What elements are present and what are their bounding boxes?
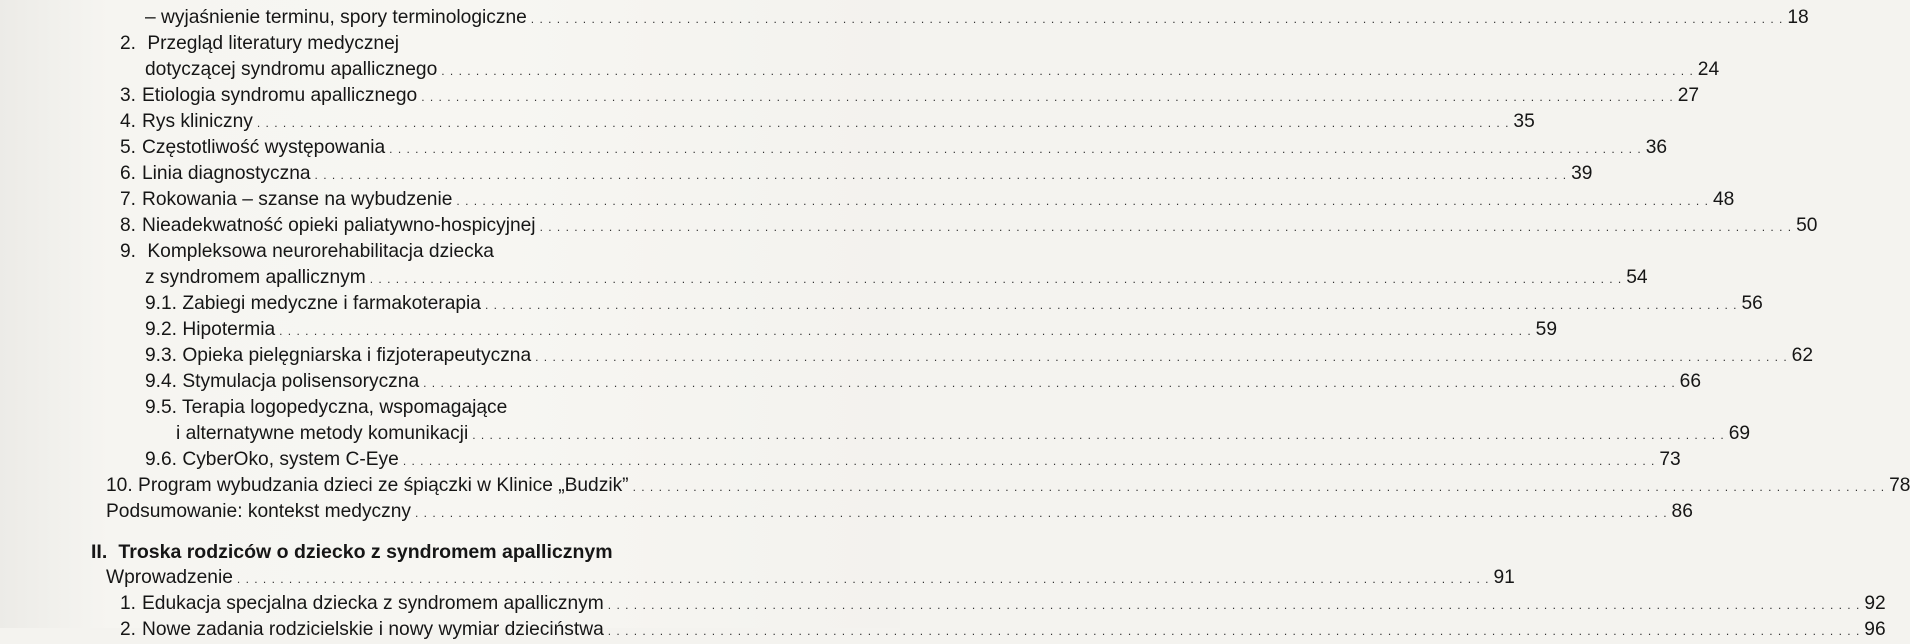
toc-entry	[120, 135, 1668, 162]
toc-entry-label: Linia diagnostyczna	[142, 163, 311, 184]
toc-entry-number: 2.	[120, 33, 137, 54]
toc-entry-label: Nieadekwatność opieki paliatywno-hospicyjnej	[142, 215, 536, 236]
toc-entry	[145, 57, 1720, 84]
toc-entry-label: Edukacja specjalna dziecka z syndromem apallicznym	[142, 593, 604, 614]
toc-subentry	[145, 447, 1681, 474]
toc-entry	[120, 617, 1886, 644]
toc-entry-page: 62	[1791, 345, 1814, 366]
toc-entry-label: Częstotliwość występowania	[142, 137, 386, 158]
toc-entry	[106, 473, 1910, 500]
toc-entry-page: 39	[1571, 163, 1593, 184]
toc-entry-number: 2.	[120, 619, 137, 640]
toc-entry-number: 9.6.	[145, 449, 178, 470]
dot-leader	[389, 136, 1642, 162]
toc-entry-page: 66	[1679, 371, 1701, 392]
toc-entry-page: 48	[1712, 189, 1735, 210]
toc-entry-page: 69	[1728, 423, 1751, 444]
toc-entry	[120, 591, 1886, 618]
toc-subentry	[145, 291, 1763, 318]
chapter-title: Troska rodziców o dziecko z syndromem apallicznym	[118, 541, 613, 563]
toc-entry-label: i alternatywne metody komunikacji	[176, 423, 469, 444]
toc-entry-label: CyberOko, system C-Eye	[182, 449, 399, 470]
toc-entry-page: 59	[1535, 319, 1558, 340]
toc-entry	[120, 83, 1700, 110]
dot-leader	[423, 370, 1676, 396]
dot-leader	[370, 266, 1623, 292]
toc-entry-label: Kompleksowa neurorehabilitacja dziecka	[147, 241, 494, 262]
toc-subentry-line	[145, 395, 507, 421]
toc-entry-label: Podsumowanie: kontekst medyczny	[106, 501, 412, 522]
toc-entry	[120, 109, 1535, 136]
toc-entry-page: 73	[1659, 449, 1681, 470]
toc-entry-page: 36	[1645, 137, 1668, 158]
toc-entry-page: 91	[1493, 567, 1515, 588]
toc-entry	[120, 187, 1735, 214]
dot-leader	[608, 618, 1861, 644]
toc-entry	[145, 5, 1809, 32]
toc-entry-page: 86	[1671, 501, 1693, 522]
toc-entry-label: Etiologia syndromu apallicznego	[142, 85, 418, 106]
toc-entry-line	[120, 31, 399, 57]
dot-leader	[485, 292, 1738, 318]
chapter-number: II.	[91, 541, 108, 563]
dot-leader	[633, 474, 1886, 500]
toc-entry-page: 78	[1889, 475, 1910, 496]
toc-entry-label: Opieka pielęgniarska i fizjoterapeutyczna	[182, 345, 532, 366]
dot-leader	[535, 344, 1788, 370]
toc-entry-page: 24	[1697, 59, 1720, 80]
toc-entry-label: Stymulacja polisensoryczna	[182, 371, 420, 392]
toc-entry-number: 9.	[120, 241, 137, 262]
toc-entry-number: 9.4.	[145, 371, 178, 392]
toc-subentry	[145, 317, 1558, 344]
toc-entry-number: 7.	[120, 189, 137, 210]
dot-leader	[531, 6, 1784, 32]
toc-entry-label: – wyjaśnienie terminu, spory terminologiczne	[145, 7, 527, 28]
dot-leader	[421, 84, 1674, 110]
toc-entry-label: Zabiegi medyczne i farmakoterapia	[182, 293, 481, 314]
toc-entry	[145, 265, 1648, 292]
toc-entry-page: 27	[1677, 85, 1700, 106]
toc-entry-page: 56	[1741, 293, 1763, 314]
toc-entry	[106, 499, 1693, 526]
toc-entry-number: 8.	[120, 215, 137, 236]
toc-entry-label: Rokowania – szanse na wybudzenie	[142, 189, 453, 210]
dot-leader	[608, 592, 1861, 618]
toc-entry	[106, 565, 1515, 592]
dot-leader	[237, 566, 1490, 592]
toc-entry-page: 54	[1626, 267, 1648, 288]
dot-leader	[279, 318, 1532, 344]
dot-leader	[456, 188, 1709, 214]
toc-subentry	[145, 369, 1701, 396]
toc-entry-label: Wprowadzenie	[106, 567, 233, 588]
toc-entry-number: 9.3.	[145, 345, 178, 366]
dot-leader	[315, 162, 1568, 188]
toc-entry-label: Terapia logopedyczna, wspomagające	[182, 397, 508, 418]
toc-entry-page: 35	[1513, 111, 1535, 132]
toc-entry-label: Hipotermia	[182, 319, 276, 340]
toc-subentry	[176, 421, 1751, 448]
toc-entry-label: Przegląd literatury medycznej	[147, 33, 400, 54]
chapter-heading	[91, 539, 613, 565]
dot-leader	[257, 110, 1510, 136]
dot-leader	[540, 214, 1793, 240]
toc-entry-label: z syndromem apallicznym	[145, 267, 366, 288]
dot-leader	[403, 448, 1656, 474]
dot-leader	[472, 422, 1725, 448]
toc-entry-number: 3.	[120, 85, 137, 106]
toc-subentry	[145, 343, 1814, 370]
toc-entry-number: 9.5.	[145, 397, 178, 418]
toc-entry-number: 10.	[106, 475, 133, 496]
toc-entry-number: 4.	[120, 111, 137, 132]
toc-entry-number: 6.	[120, 163, 137, 184]
toc-entry-label: Program wybudzania dzieci ze śpiączki w Klinice „Budzik”	[138, 475, 629, 496]
toc-entry	[120, 161, 1593, 188]
toc-entry-page: 50	[1796, 215, 1818, 236]
toc-entry-line	[120, 239, 494, 265]
toc-entry-label: Rys kliniczny	[142, 111, 253, 132]
dot-leader	[441, 58, 1694, 84]
dot-leader	[415, 500, 1668, 526]
toc-entry	[120, 213, 1818, 240]
toc-entry-number: 5.	[120, 137, 137, 158]
toc-entry-label: dotyczącej syndromu apallicznego	[145, 59, 438, 80]
toc-entry-number: 9.1.	[145, 293, 178, 314]
toc-entry-number: 1.	[120, 593, 137, 614]
toc-entry-page: 96	[1864, 619, 1886, 640]
toc-entry-number: 9.2.	[145, 319, 178, 340]
toc-entry-page: 92	[1864, 593, 1886, 614]
toc-entry-label: Nowe zadania rodzicielskie i nowy wymiar dzieciństwa	[142, 619, 604, 640]
toc-entry-page: 18	[1787, 7, 1809, 28]
